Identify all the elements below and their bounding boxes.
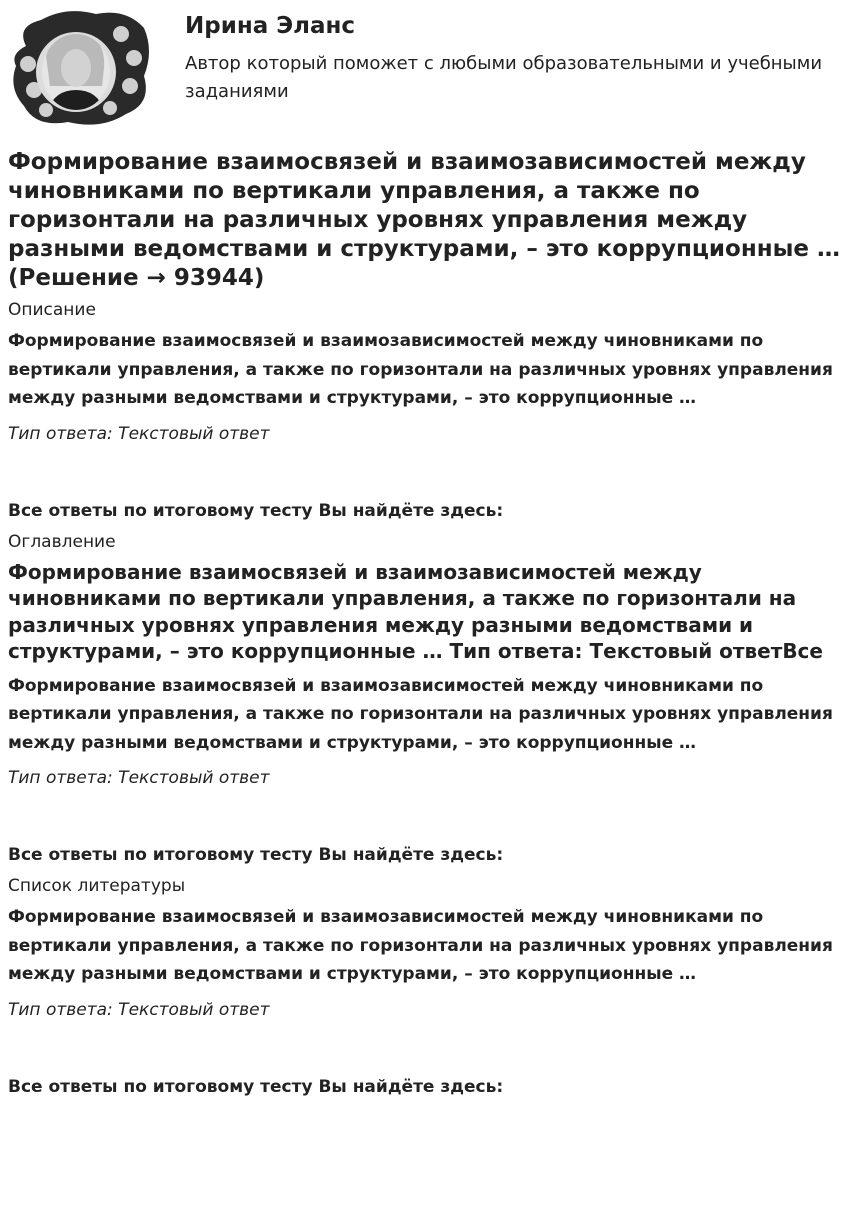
page-title: Формирование взаимосвязей и взаимозависимостей между чиновниками по вертикали управления, а также по горизонтали на различных уровнях управления между разными ведомствами и структурами, – это коррупционные … (Решение → 93944): [8, 149, 841, 291]
question-text: Формирование взаимосвязей и взаимозависимостей между чиновниками по вертикали управления, а также по горизонтали на различных уровнях управления между разными ведомствами и структурами, – это коррупционные …: [8, 675, 833, 753]
answer-type: Тип ответа: Текстовый ответ: [8, 768, 270, 788]
author-avatar[interactable]: [6, 6, 152, 128]
all-answers-link[interactable]: Все ответы по итоговому тесту Вы найдёте здесь:: [8, 845, 504, 865]
question-text: Формирование взаимосвязей и взаимозависимостей между чиновниками по вертикали управления, а также по горизонтали на различных уровнях управления между разными ведомствами и структурами, – это коррупционные …: [8, 907, 833, 984]
all-answers-link[interactable]: Все ответы по итоговому тесту Вы найдёте здесь:: [8, 500, 504, 521]
bibliography-section: [8, 875, 844, 1099]
question-text: Формирование взаимосвязей и взаимозависимостей между чиновниками по вертикали управления, а также по горизонтали на различных уровнях управления между разными ведомствами и структурами, – это коррупционные …: [8, 331, 833, 408]
author-name[interactable]: Ирина Эланс: [185, 13, 356, 39]
main-content: [8, 148, 844, 1107]
section-label-description: Описание: [8, 300, 96, 320]
author-card: [0, 0, 847, 140]
toc-heading: Формирование взаимосвязей и взаимозависимостей между чиновниками по вертикали управления, а также по горизонтали на различных уровнях управления между разными ведомствами и структурами, – это коррупционные … Тип ответа: Текстовый ответВсе: [8, 559, 823, 663]
author-description: Автор который поможет с любыми образовательными и учебными заданиями: [185, 53, 823, 102]
section-label-bibliography: Список литературы: [8, 876, 186, 896]
section-label-toc: Оглавление: [8, 531, 116, 552]
answer-type: Тип ответа: Текстовый ответ: [8, 999, 270, 1020]
all-answers-link[interactable]: Все ответы по итоговому тесту Вы найдёте здесь:: [8, 1076, 504, 1097]
description-section: [8, 299, 844, 523]
toc-section: [8, 531, 844, 868]
answer-type: Тип ответа: Текстовый ответ: [8, 423, 270, 444]
